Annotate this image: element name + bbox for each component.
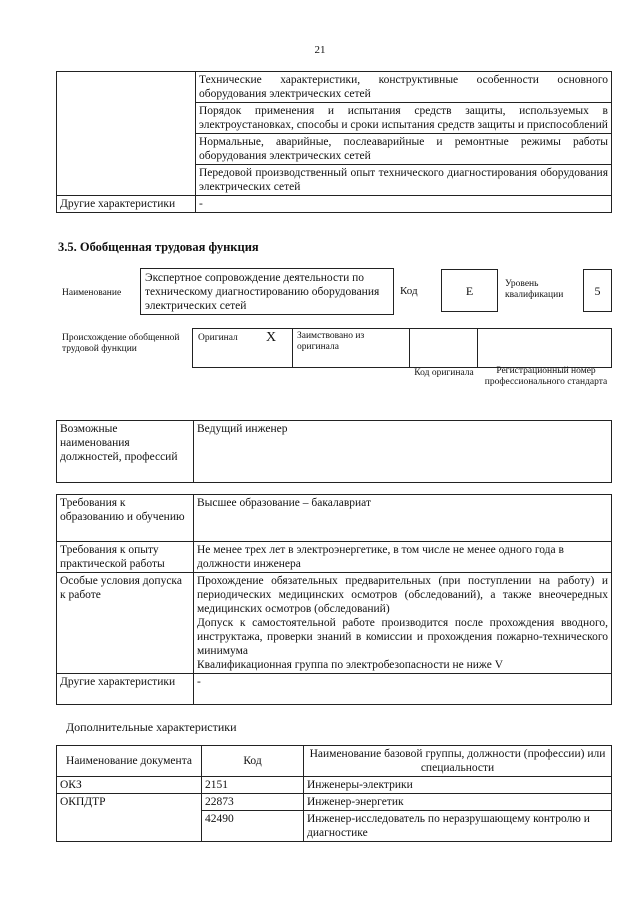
group-cell: Инженер-энергетик [304,794,612,811]
code-label: Код [400,285,418,297]
doc-cell: ОКПДТР [57,794,202,842]
requirement-label: Особые условия допуска к работе [57,573,194,674]
original-mark: X [266,330,277,345]
knowledge-table [56,71,612,213]
function-name-box: Экспертное сопровождение деятельности по техническому диагностированию оборудования электрических сетей [140,268,394,315]
knowledge-row: Передовой производственный опыт технического диагностирования оборудования электрических сетей [196,165,612,196]
requirement-value: - [194,674,612,705]
section-title: 3.5. Обобщенная трудовая функция [58,240,259,254]
knowledge-row: Технические характеристики, конструктивные особенности основного оборудования электрических сетей [196,72,612,103]
knowledge-row: Порядок применения и испытания средств защиты, используемых в электроустановках, способы и сроки испытания средств защиты и приспособлений [196,103,612,134]
borrowed-label: Заимствовано из оригинала [297,331,365,352]
other-characteristics-value: - [196,196,612,213]
additional-table [56,745,612,842]
positions-table [56,420,612,483]
requirement-paragraph: Квалификационная группа по электробезопасности не ниже V [197,659,504,671]
header-group-name: Наименование базовой группы, должности (профессии) или специальности [304,746,612,777]
requirement-value [194,573,612,674]
code-original-caption: Код оригинала [414,368,474,378]
header-code: Код [202,746,304,777]
origin-label: Происхождение обобщенной трудовой функции [62,333,180,354]
code-cell: 42490 [202,811,304,842]
requirement-label: Требования к образованию и обучению [57,495,194,542]
group-cell: Инженер-исследователь по неразрушающему контролю и диагностике [304,811,612,842]
page-number: 21 [314,44,326,56]
empty-label-cell [57,72,196,196]
knowledge-row: Нормальные, аварийные, послеаварийные и ремонтные режимы работы оборудования электрических сетей [196,134,612,165]
requirement-value: Высшее образование – бакалавриат [194,495,612,542]
requirement-value: Не менее трех лет в электроэнергетике, в том числе не менее одного года в должности инженера [194,542,612,573]
level-value-box: 5 [583,269,612,312]
name-label: Наименование [62,288,122,298]
positions-value: Ведущий инженер [194,421,612,483]
original-label: Оригинал [198,333,238,343]
other-characteristics-label: Другие характеристики [57,196,196,213]
level-label: Уровень квалификации [505,279,564,300]
requirement-label: Требования к опыту практической работы [57,542,194,573]
divider [292,329,293,367]
registration-number-caption: Регистрационный номер профессионального стандарта [484,366,608,387]
code-cell: 2151 [202,777,304,794]
doc-cell: ОКЗ [57,777,202,794]
group-cell: Инженеры-электрики [304,777,612,794]
divider [477,329,478,367]
divider [409,329,410,367]
requirements-table [56,494,612,705]
requirement-paragraph: Допуск к самостоятельной работе производится после прохождения вводного, инструктажа, проверки знаний в комиссии и прохождения пожарно-технического минимума [197,617,608,657]
code-cell: 22873 [202,794,304,811]
additional-title: Дополнительные характеристики [66,720,237,734]
code-value-box: E [441,269,498,312]
requirement-label: Другие характеристики [57,674,194,705]
header-document: Наименование документа [57,746,202,777]
positions-label: Возможные наименования должностей, профессий [57,421,194,483]
origin-table [192,328,612,368]
requirement-paragraph: Прохождение обязательных предварительных (при поступлении на работу) и периодических медицинских осмотров (обследований), а также внеочередных медицинских осмотров (обследований) [197,575,608,615]
